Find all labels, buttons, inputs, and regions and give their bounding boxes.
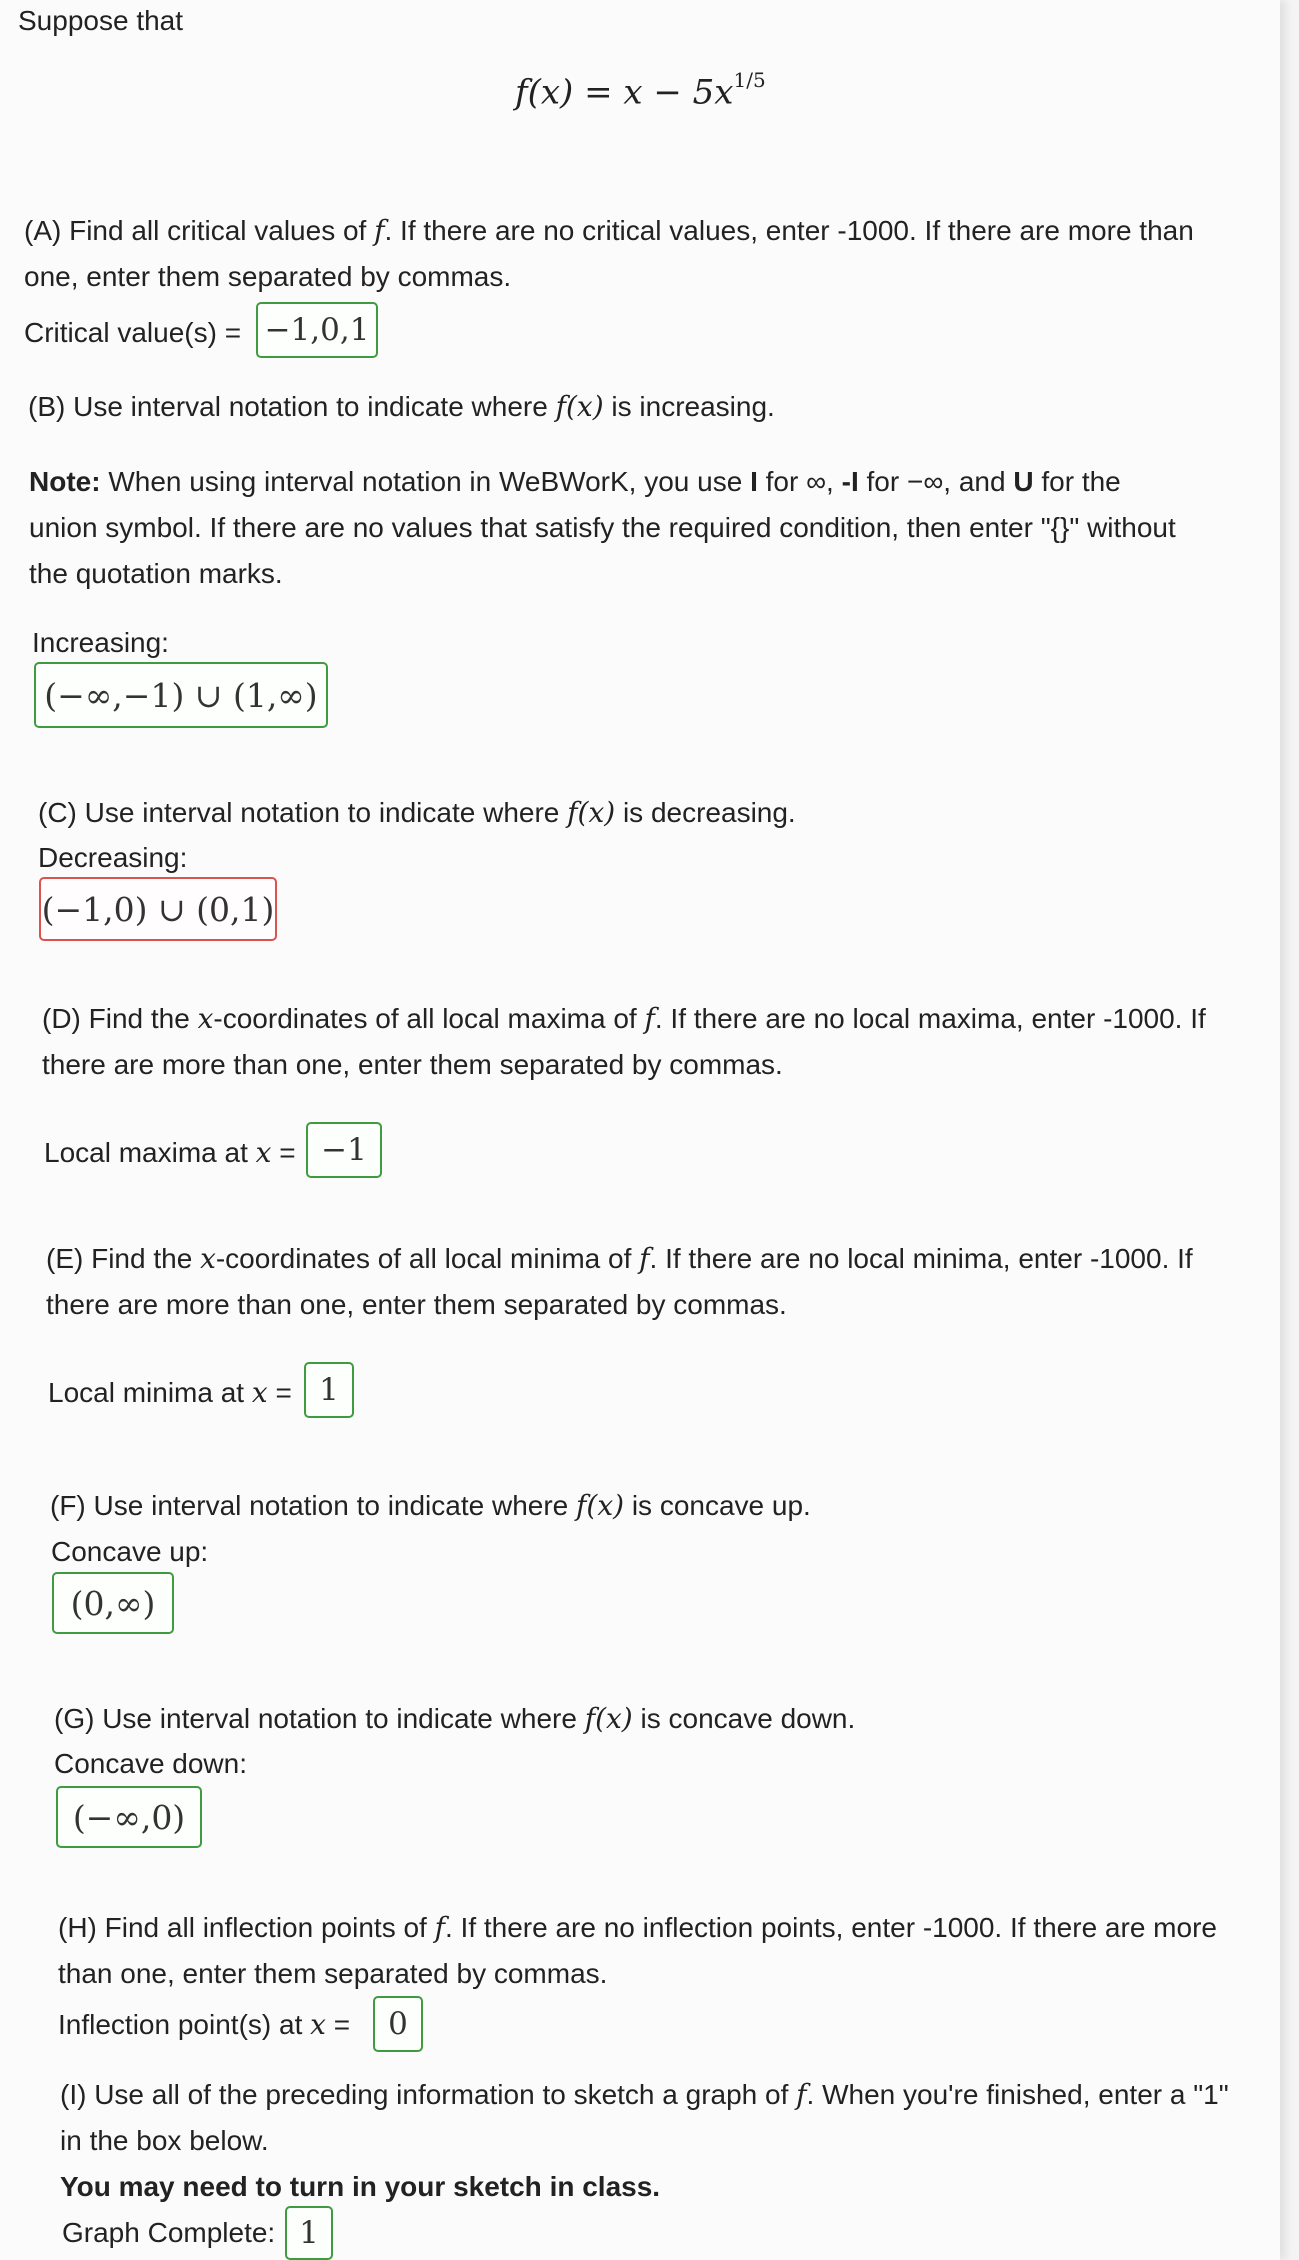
question-e-text: (E) Find the x-coordinates of all local minima of f. If there are no local minima, enter -1000. If there are more than one, enter them separated by commas. — [46, 1242, 1193, 1320]
question-g-text: (G) Use interval notation to indicate where f(x) is concave down. — [54, 1702, 856, 1735]
question-f-text: (F) Use interval notation to indicate where f(x) is concave up. — [50, 1489, 811, 1522]
local-minima-input[interactable]: 1 — [304, 1362, 354, 1418]
critical-values-label: Critical value(s) = — [24, 317, 242, 348]
formula-rhs: = x − 5x — [573, 72, 734, 113]
local-maxima-input[interactable]: −1 — [306, 1122, 382, 1178]
formula-lhs: f(x) — [515, 72, 574, 113]
decreasing-label: Decreasing: — [38, 842, 188, 873]
question-a-text: (A) Find all critical values of f. If there are no critical values, enter -1000. If there are more than one, enter them separated by commas. — [24, 214, 1194, 292]
question-b-text: (B) Use interval notation to indicate where f(x) is increasing. — [28, 390, 775, 423]
increasing-label: Increasing: — [32, 627, 169, 658]
inflection-points-label: Inflection point(s) at x = — [58, 2008, 351, 2041]
question-i-text: (I) Use all of the preceding information to sketch a graph of f. When you're finished, enter a "1" in the box below. You may need to turn in your sketch in class. — [60, 2078, 1229, 2202]
concave-up-input[interactable]: (0,∞) — [52, 1572, 174, 1634]
concave-up-label: Concave up: — [51, 1536, 209, 1567]
interval-notation-note: Note: When using interval notation in WeBWorK, you use I for ∞, -I for −∞, and U for the union symbol. If there are no values that satisfy the required condition, then enter "{}" without the quotation marks. — [29, 466, 1176, 589]
critical-values-input[interactable]: −1,0,1 — [256, 302, 378, 358]
increasing-input[interactable]: (−∞,−1) ∪ (1,∞) — [34, 662, 328, 728]
function-formula — [515, 60, 766, 116]
question-c-text: (C) Use interval notation to indicate where f(x) is decreasing. — [38, 796, 796, 829]
inflection-points-input[interactable]: 0 — [373, 1996, 423, 2052]
concave-down-input[interactable]: (−∞,0) — [56, 1786, 202, 1848]
local-minima-label: Local minima at x = — [48, 1376, 292, 1409]
local-maxima-label: Local maxima at x = — [44, 1136, 296, 1169]
concave-down-label: Concave down: — [54, 1748, 248, 1779]
question-h-text: (H) Find all inflection points of f. If there are no inflection points, enter -1000. If there are more than one, enter them separated by commas. — [58, 1911, 1217, 1989]
sketch-notice: You may need to turn in your sketch in class. — [60, 2171, 661, 2202]
graph-complete-label: Graph Complete: — [62, 2217, 276, 2248]
graph-complete-input[interactable]: 1 — [285, 2206, 333, 2260]
formula-exponent: 1/5 — [733, 68, 766, 92]
question-d-text: (D) Find the x-coordinates of all local maxima of f. If there are no local maxima, enter -1000. If there are more than one, enter them separated by commas. — [42, 1002, 1206, 1080]
decreasing-input[interactable]: (−1,0) ∪ (0,1) — [39, 877, 277, 941]
intro-text: Suppose that — [18, 5, 184, 36]
